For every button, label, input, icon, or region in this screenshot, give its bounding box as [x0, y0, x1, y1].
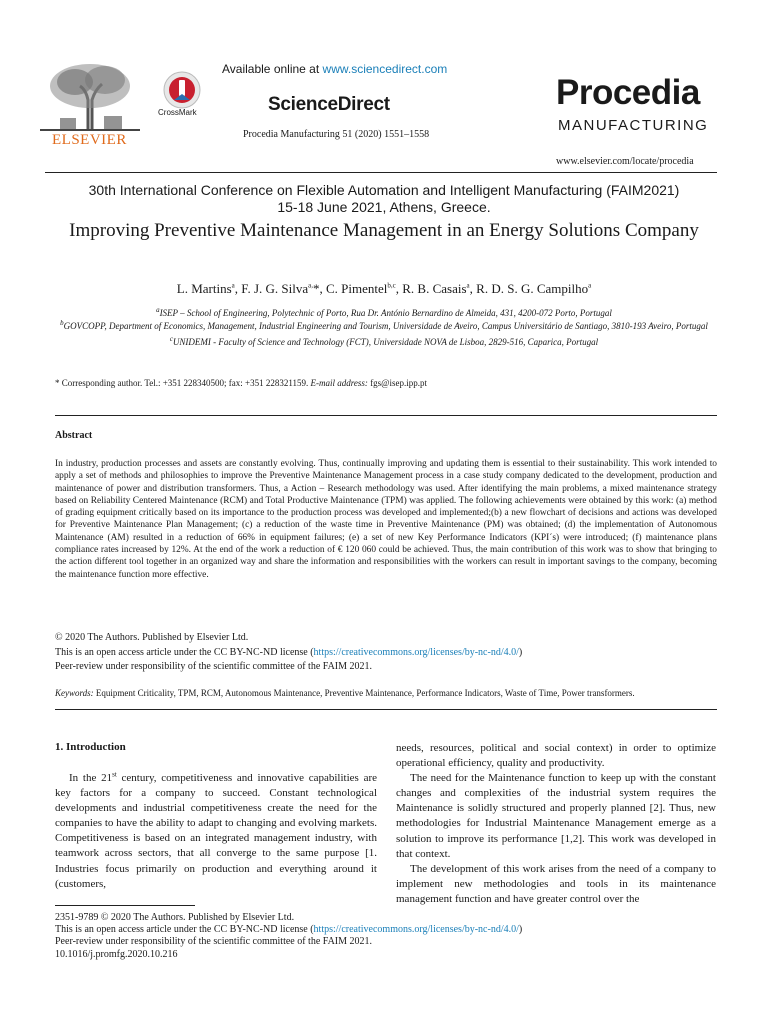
- footer-divider: [55, 905, 195, 906]
- ordinal-suffix: st: [112, 770, 117, 779]
- footer-license-prefix: This is an open access article under the CC BY-NC-ND license (: [55, 924, 314, 936]
- keywords: [55, 688, 717, 698]
- license-link[interactable]: https://creativecommons.org/licenses/by-nc-nd/4.0/: [313, 646, 519, 658]
- journal-brand-sub: MANUFACTURING: [558, 117, 709, 134]
- author-sep: ,: [234, 281, 242, 296]
- keywords-list: Equipment Criticality, TPM, RCM, Autonomous Maintenance, Preventive Maintenance, Performance Indicators, Waste of Time, Power transformers.: [95, 688, 635, 698]
- license-line: [55, 646, 717, 661]
- conference-info: [30, 182, 738, 216]
- affiliation: [40, 307, 728, 320]
- abstract-top-divider: [55, 415, 717, 416]
- affiliation-marker: c: [169, 335, 173, 343]
- publisher-wordmark: ELSEVIER: [52, 132, 127, 148]
- copyright-block: [55, 631, 717, 675]
- license-suffix: ): [518, 646, 523, 658]
- left-column: [55, 771, 377, 892]
- author-sep: ,: [395, 281, 403, 296]
- keywords-label: Keywords:: [55, 688, 94, 698]
- peer-review-line: Peer-review under responsibility of the scientific committee of the FAIM 2021.: [55, 661, 373, 672]
- abstract-bottom-divider: [55, 709, 717, 710]
- header-divider: [45, 172, 717, 173]
- author-affil: a: [588, 281, 592, 290]
- affiliation-text: UNIDEMI - Faculty of Science and Technology (FCT), Universidade NOVA de Lisboa, 2829-516, Caparica, Portugal: [172, 337, 599, 347]
- affiliation-text: ISEP – School of Engineering, Polytechnic of Porto, Rua Dr. António Bernardino de Almeida, 431, 4200-072 Porto, Portugal: [159, 308, 612, 318]
- footer-license-link[interactable]: https://creativecommons.org/licenses/by-nc-nd/4.0/: [313, 924, 519, 936]
- author-name: F. J. G. Silva: [241, 281, 309, 296]
- affiliation: [40, 320, 728, 333]
- journal-brand: Procedia: [556, 73, 700, 112]
- paragraph: The need for the Maintenance function to keep up with the constant changes and complexities of the industrial system requires the Maintenance is solidly structured and properly planned [2]. Thus, new methodologies for Industrial Maintenance Management emerge as a solution to improve its performance [1,2]. This work was developed in that context.: [396, 772, 716, 860]
- copyright-line: © 2020 The Authors. Published by Elsevier Ltd.: [55, 632, 249, 643]
- available-online: [222, 62, 447, 76]
- affiliation: [40, 336, 728, 349]
- email-label: E-mail address:: [310, 378, 368, 388]
- doi[interactable]: 10.1016/j.promfg.2020.10.216: [55, 948, 178, 960]
- paragraph-continued: needs, resources, political and social context) in order to optimize operational efficiency, quality and productivity.: [396, 742, 716, 770]
- sciencedirect-link[interactable]: www.sciencedirect.com: [322, 62, 448, 76]
- author-affil: a: [231, 281, 235, 290]
- crossmark-label: CrossMark: [158, 108, 197, 117]
- available-prefix: Available online at: [222, 62, 323, 76]
- paragraph: [55, 771, 377, 892]
- author-affil: a: [466, 281, 470, 290]
- abstract-heading: Abstract: [55, 430, 93, 441]
- author-list: [40, 281, 728, 297]
- affiliation-marker: a: [156, 306, 160, 314]
- author-name: R. B. Casais: [402, 281, 467, 296]
- paragraph: The development of this work arises from the need of a company to implement new methodologies and tools in its maintenance management function and have greater control over the: [396, 862, 716, 905]
- abstract-body: In industry, production processes and assets are constantly evolving. Thus, continually improving and updating them is essential to their sustainability. This work intended to apply a set of methods and philosophies to improve the Preventive Maintenance Management process in a case study company dedicated to the development, production and maintenance of power and distribution transformers. Thus, a Action – Research methodology was used. After identifying the main problems, a mixed maintenance strategy based on Reliability Centered Maintenance (RCM) and Total Productive Maintenance (TPM) was applied. The following achievements were obtained by this work: (a) method of grading equipment critically based on its importance to the production process was developed and implemented;(b) a new flowchart of decisions and actions was developed for Preventive Maintenance Plan Management; (c) a reduction of the waste time in Preventive Maintenance (PM) was obtained; (d) the implementation of Autonomous Maintenance (AM) resulted in a reduction of 66% in equipment failures; (e) a set of new Key Performance Indicators (KPI´s) were introduced; (f) maintenance plans compliance rates increased by 12%. At the end of the work a reduction of € 120 060 could be achieved. Thus, the main contribution of this work was to show that bringing to the action different tool together in an organized way and share the information and responsibilities with the workers can result in important savings to the company, becoming the maintenance function more effective.: [55, 459, 717, 580]
- footer-peer-review: Peer-review under responsibility of the scientific committee of the FAIM 2021.: [55, 936, 373, 948]
- section-heading: 1. Introduction: [55, 741, 126, 753]
- footer-license-line: [55, 924, 717, 936]
- author-sep: *,: [313, 281, 326, 296]
- conference-date: 15-18 June 2021, Athens, Greece.: [277, 199, 491, 215]
- author-sep: ,: [469, 281, 477, 296]
- license-prefix: This is an open access article under the CC BY-NC-ND license (: [55, 646, 314, 658]
- corresponding-author: [55, 378, 427, 388]
- paragraph-rest: century, competitiveness and innovative capabilities are key factors for a company to succeed. Constant technological developments and industrial competitiveness create the need for the companies to have the ability to adapt to changing and evolving markets. Competitiveness is based on an integrated management industry, with teamwork across sectors, that all converge to the same purpose [1. Industries focus primarily on production and everything around it (customers,: [55, 772, 377, 890]
- affiliation-text: GOVCOPP, Department of Economics, Management, Industrial Engineering and Tourism, Universidade de Aveiro, Campus Universitário de Santiago, 3810-193 Aveiro, Portugal: [63, 320, 708, 331]
- journal-reference: Procedia Manufacturing 51 (2020) 1551–1558: [243, 129, 430, 140]
- footer: [55, 912, 717, 961]
- author-name: R. D. S. G. Campilho: [476, 281, 589, 296]
- author-name: L. Martins: [176, 281, 232, 296]
- affiliation-marker: b: [60, 318, 64, 327]
- author-name: C. Pimentel: [326, 281, 388, 296]
- paper-title: Improving Preventive Maintenance Management in an Energy Solutions Company: [69, 220, 699, 241]
- right-column: [396, 741, 716, 907]
- corresponding-contact: * Corresponding author. Tel.: +351 228340500; fax: +351 228321159.: [55, 378, 309, 388]
- email-address[interactable]: fgs@isep.ipp.pt: [370, 378, 427, 388]
- conference-name: 30th International Conference on Flexible Automation and Intelligent Manufacturing (FAIM2021): [88, 182, 680, 198]
- journal-url[interactable]: www.elsevier.com/locate/procedia: [556, 156, 694, 167]
- author-affil: a,: [308, 281, 313, 290]
- footer-license-suffix: ): [518, 924, 523, 936]
- affiliations: [40, 307, 728, 349]
- issn-line: 2351-9789 © 2020 The Authors. Published by Elsevier Ltd.: [55, 912, 295, 923]
- sciencedirect-logo: ScienceDirect: [268, 94, 390, 115]
- author-affil: b,c: [387, 281, 396, 290]
- paragraph-start: In the 21: [69, 772, 113, 784]
